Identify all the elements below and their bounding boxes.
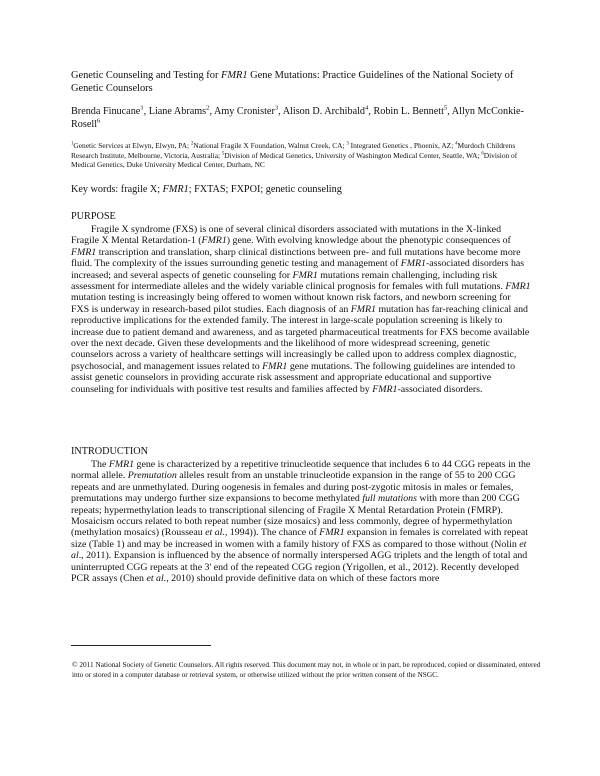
author: Amy Cronister [214,106,275,117]
author: Robin L. Bennett [373,106,444,117]
copyright-footnote: © 2011 National Society of Genetic Counselors. All rights reserved. This document may not, in whole or in part, be reproduced, copied or disseminated, entered into or stored in a computer database or retrieval system, or otherwise utilized without the prior written consent of the NSGC. [72,660,541,679]
section-heading-purpose: PURPOSE [71,211,116,222]
author: Brenda Finucane [71,106,141,117]
introduction-paragraph: The FMR1 gene is characterized by a repetitive trinucleotide sequence that includes 6 to 44 CGG repeats in the normal allele. Premutation alleles result from an unstable trinucleotide expansion in the range of 55 to 200 CGG repeats and are unmethylated. During oogenesis in females and during post-zygotic mitosis in males or females, premutations may undergo further size expansions to become methylated full mutations with more than 200 CGG repeats; hypermethylation leads to transcriptional silencing of Fragile X Mental Retardation Protein (FMRP). Mosaicism occurs related to both repeat number (size mosaics) and less commonly, degree of hypermethylation (methylation mosaics) (Rousseau et al., 1994)). The chance of FMR1 expansion in females is correlated with repeat size (Table 1) and may be increased in women with a family history of FXS as compared to those without (Nolin et al., 2011). Expansion is influenced by the absence of normally interspersed AGG triplets and the length of total and uninterrupted CGG repeats at the 3' end of the repeated CGG region (Yrigollen, et al., 2012). Recently developed PCR assays (Chen et al., 2010) should provide definitive data on which of these factors more [71,459,531,585]
author: Liane Abrams [148,106,207,117]
keywords: Key words: fragile X; FMR1; FXTAS; FXPOI; genetic counseling [71,184,342,195]
purpose-paragraph: Fragile X syndrome (FXS) is one of several clinical disorders associated with mutations in the X-linked Fragile X Mental Retardation-1 (FMR1) gene. With evolving knowledge about the phenotypic consequences of FMR1 transcription and translation, sharp clinical distinctions between pre- and full mutations have become more fluid. The complexity of the issues surrounding genetic testing and management of FMR1-associated disorders has increased; and several aspects of genetic counseling for FMR1 mutations remain challenging, including risk assessment for intermediate alleles and the widely variable clinical prognosis for females with full mutations. FMR1 mutation testing is increasingly being offered to women without known risk factors, and newborn screening for FXS is underway in research-based pilot studies. Each diagnosis of an FMR1 mutation has far-reaching clinical and reproductive implications for the extended family. The interest in large-scale population screening is likely to increase due to patient demand and awareness, and as targeted pharmaceutical treatments for FXS become available over the next decade. Given these developments and the likelihood of more widespread screening, genetic counselors across a variety of healthcare settings will increasingly be called upon to address complex diagnostic, psychosocial, and management issues related to FMR1 gene mutations. The following guidelines are intended to assist genetic counselors in providing accurate risk assessment and appropriate educational and supportive counseling for individuals with positive test results and families affected by FMR1-associated disorders. [71,224,531,395]
paper-title: Genetic Counseling and Testing for FMR1 Gene Mutations: Practice Guidelines of the National Society of Genetic Counselors [71,70,514,94]
affiliations: $^1$Genetic Services at Elwyn, Elwyn, PA; $^2$National Fragile X Foundation, Walnut Creek, CA; $^3$ Integrated Genetics , Phoenix, AZ; $^4$Murdoch Childrens Research Institute, Melbourne, Victoria, Australia; $^5$Division of Medical Genetics, University of Washington Medical Center, Seattle, WA; $^6$Division of Medical Genetics, Duke University Medical Center, Durham, NC [71,141,518,170]
section-heading-introduction: INTRODUCTION [71,446,148,457]
footnote-divider [71,645,211,646]
author: Allyn McConkie-Rosell [71,106,524,130]
author-list: Brenda Finucane$^1$, Liane Abrams$^2$, Amy Cronister$^3$, Alison D. Archibald$^4$, Robin L. Bennett$^5$, Allyn McConkie-Rosell$^6$ [71,104,524,130]
author: Alison D. Archibald [282,106,366,117]
